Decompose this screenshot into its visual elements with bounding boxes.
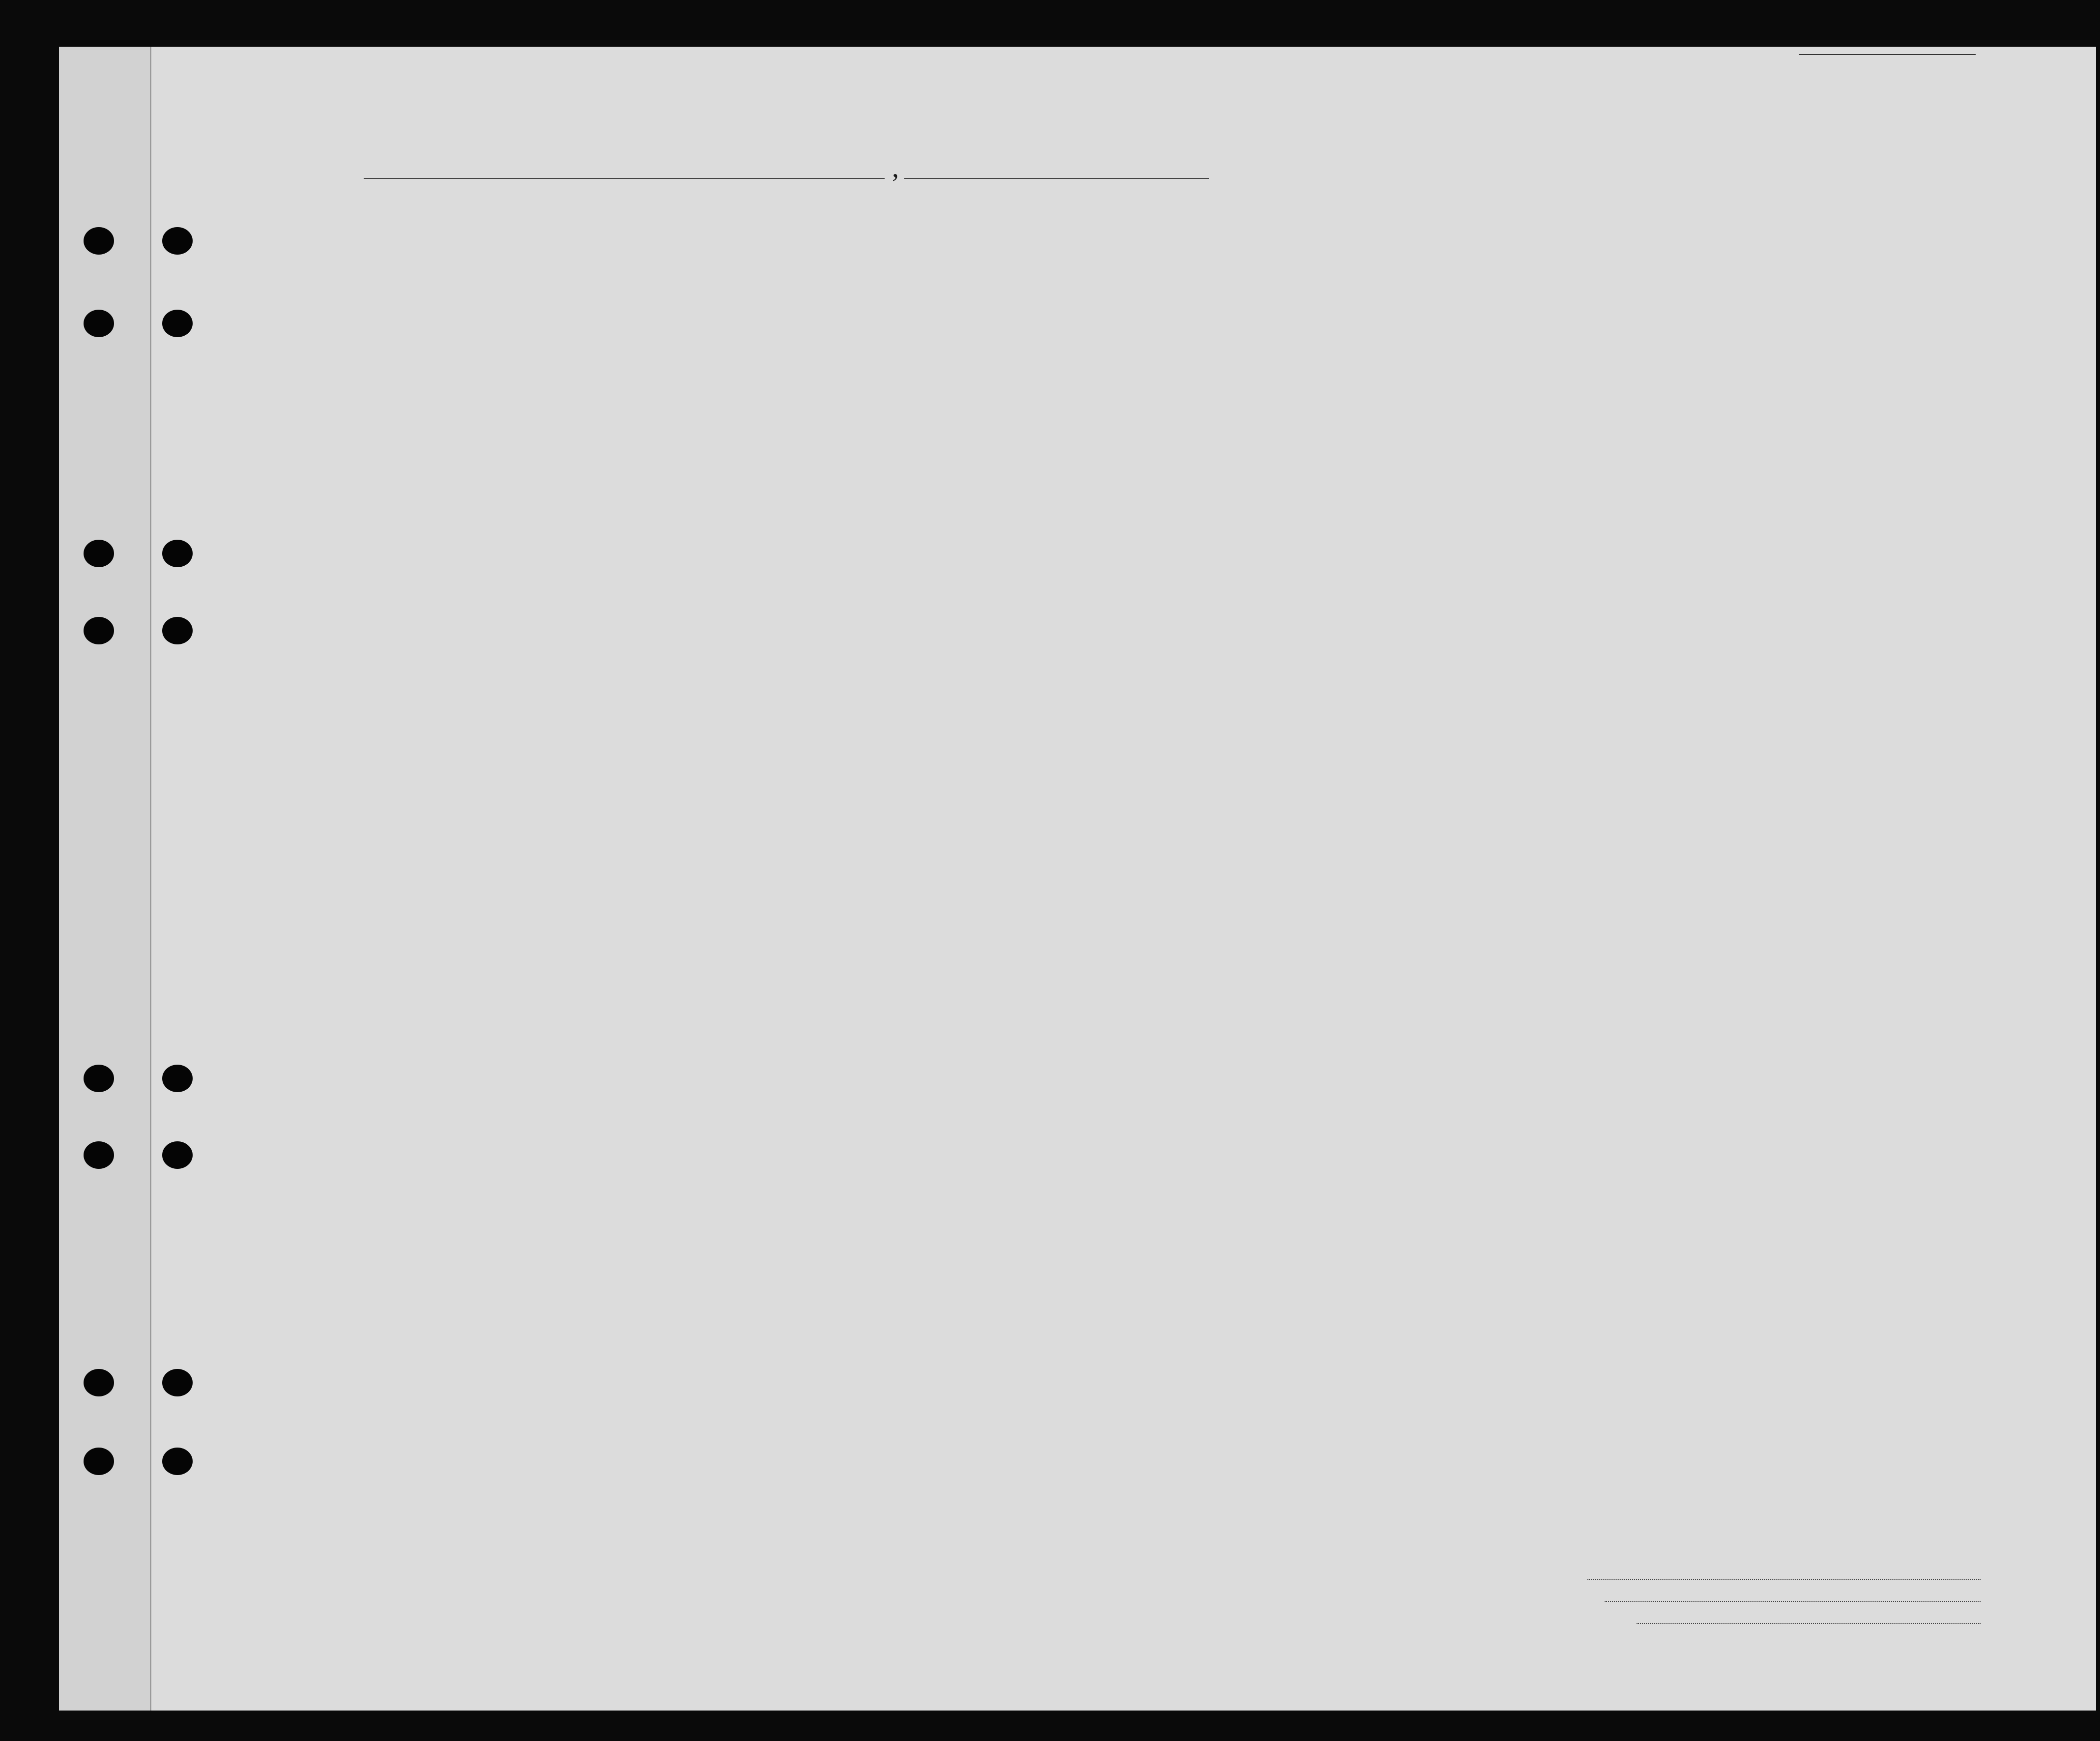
punch-hole: [84, 540, 114, 567]
punch-hole: [162, 617, 193, 644]
manifest-sheet: [59, 47, 2096, 1711]
punch-hole: [84, 617, 114, 644]
punch-hole: [162, 1448, 193, 1475]
date-underline: [904, 178, 1209, 179]
punch-hole: [84, 1065, 114, 1092]
local-agents-field: [1637, 1623, 1981, 1624]
punch-hole: [162, 227, 193, 255]
owners-field: [1605, 1601, 1981, 1602]
punch-hole: [84, 1141, 114, 1169]
line-field: [1587, 1579, 1981, 1580]
punch-hole: [84, 310, 114, 337]
punch-hole: [162, 1141, 193, 1169]
comma: ,: [892, 153, 899, 183]
port-underline: [364, 178, 885, 179]
list-underline: [1799, 54, 1976, 55]
punch-hole: [162, 1065, 193, 1092]
punch-hole: [84, 1369, 114, 1396]
punch-hole: [162, 310, 193, 337]
punch-hole: [162, 540, 193, 567]
punch-hole: [84, 227, 114, 255]
punch-hole: [84, 1448, 114, 1475]
punch-hole: [162, 1369, 193, 1396]
